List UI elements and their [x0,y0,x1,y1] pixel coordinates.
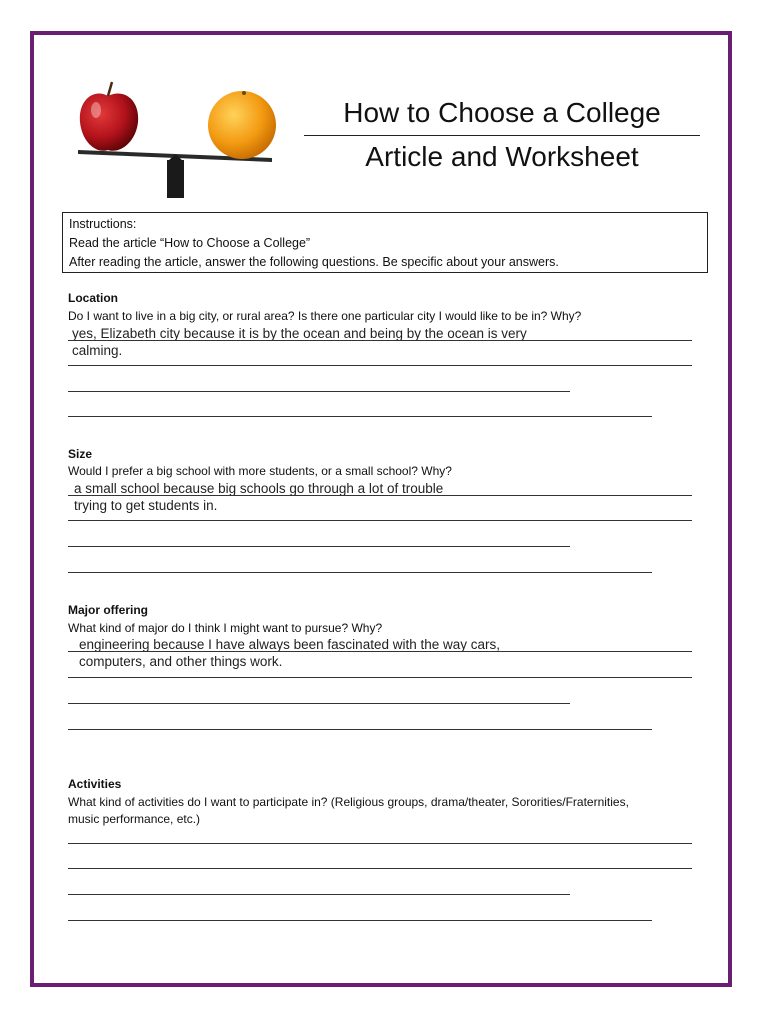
answer-text-major[interactable]: computers, and other things work. [79,654,283,669]
answer-line[interactable] [68,868,692,869]
page-title: How to Choose a College [343,97,661,128]
instructions-line: After reading the article, answer the following questions. Be specific about your answers. [69,255,559,269]
question-activities: music performance, etc.) [68,812,201,826]
answer-line[interactable] [68,677,692,678]
answer-line[interactable] [68,843,692,844]
answer-line[interactable] [68,365,692,366]
orange-icon [208,91,276,159]
answer-line[interactable] [68,546,570,547]
question-location: Do I want to live in a big city, or rural area? Is there one particular city I would like to be in? Why? [68,309,582,323]
section-heading-major: Major offering [68,603,148,617]
answer-line[interactable] [68,920,652,921]
apple-orange-balance-illustration [74,78,286,202]
answer-text-size[interactable]: trying to get students in. [74,498,218,513]
apple-icon [80,82,138,151]
answer-line[interactable] [68,391,570,392]
answer-line[interactable] [68,894,570,895]
instructions-box [62,212,708,273]
instructions-line: Read the article “How to Choose a College” [69,236,311,250]
question-major: What kind of major do I think I might want to pursue? Why? [68,621,383,635]
section-heading-size: Size [68,447,93,461]
section-heading-location: Location [68,291,118,305]
answer-line[interactable] [68,416,652,417]
answer-text-size[interactable]: a small school because big schools go through a lot of trouble [74,481,444,496]
answer-line[interactable] [68,729,652,730]
answer-line[interactable] [68,495,692,496]
title-divider [304,135,700,136]
answer-line[interactable] [68,572,652,573]
answer-line[interactable] [68,703,570,704]
answer-line[interactable] [68,520,692,521]
answer-text-location[interactable]: yes, Elizabeth city because it is by the ocean and being by the ocean is very [72,326,527,341]
question-size: Would I prefer a big school with more students, or a small school? Why? [68,464,452,478]
answer-line[interactable] [68,340,692,341]
answer-text-location[interactable]: calming. [72,343,123,358]
answer-text-major[interactable]: engineering because I have always been fascinated with the way cars, [79,637,501,652]
answer-line[interactable] [68,651,692,652]
question-activities: What kind of activities do I want to participate in? (Religious groups, drama/theater, Sororities/Fraternities, [68,795,629,809]
section-heading-activities: Activities [68,777,122,791]
page-subtitle: Article and Worksheet [365,141,639,172]
instructions-heading: Instructions: [69,217,137,231]
